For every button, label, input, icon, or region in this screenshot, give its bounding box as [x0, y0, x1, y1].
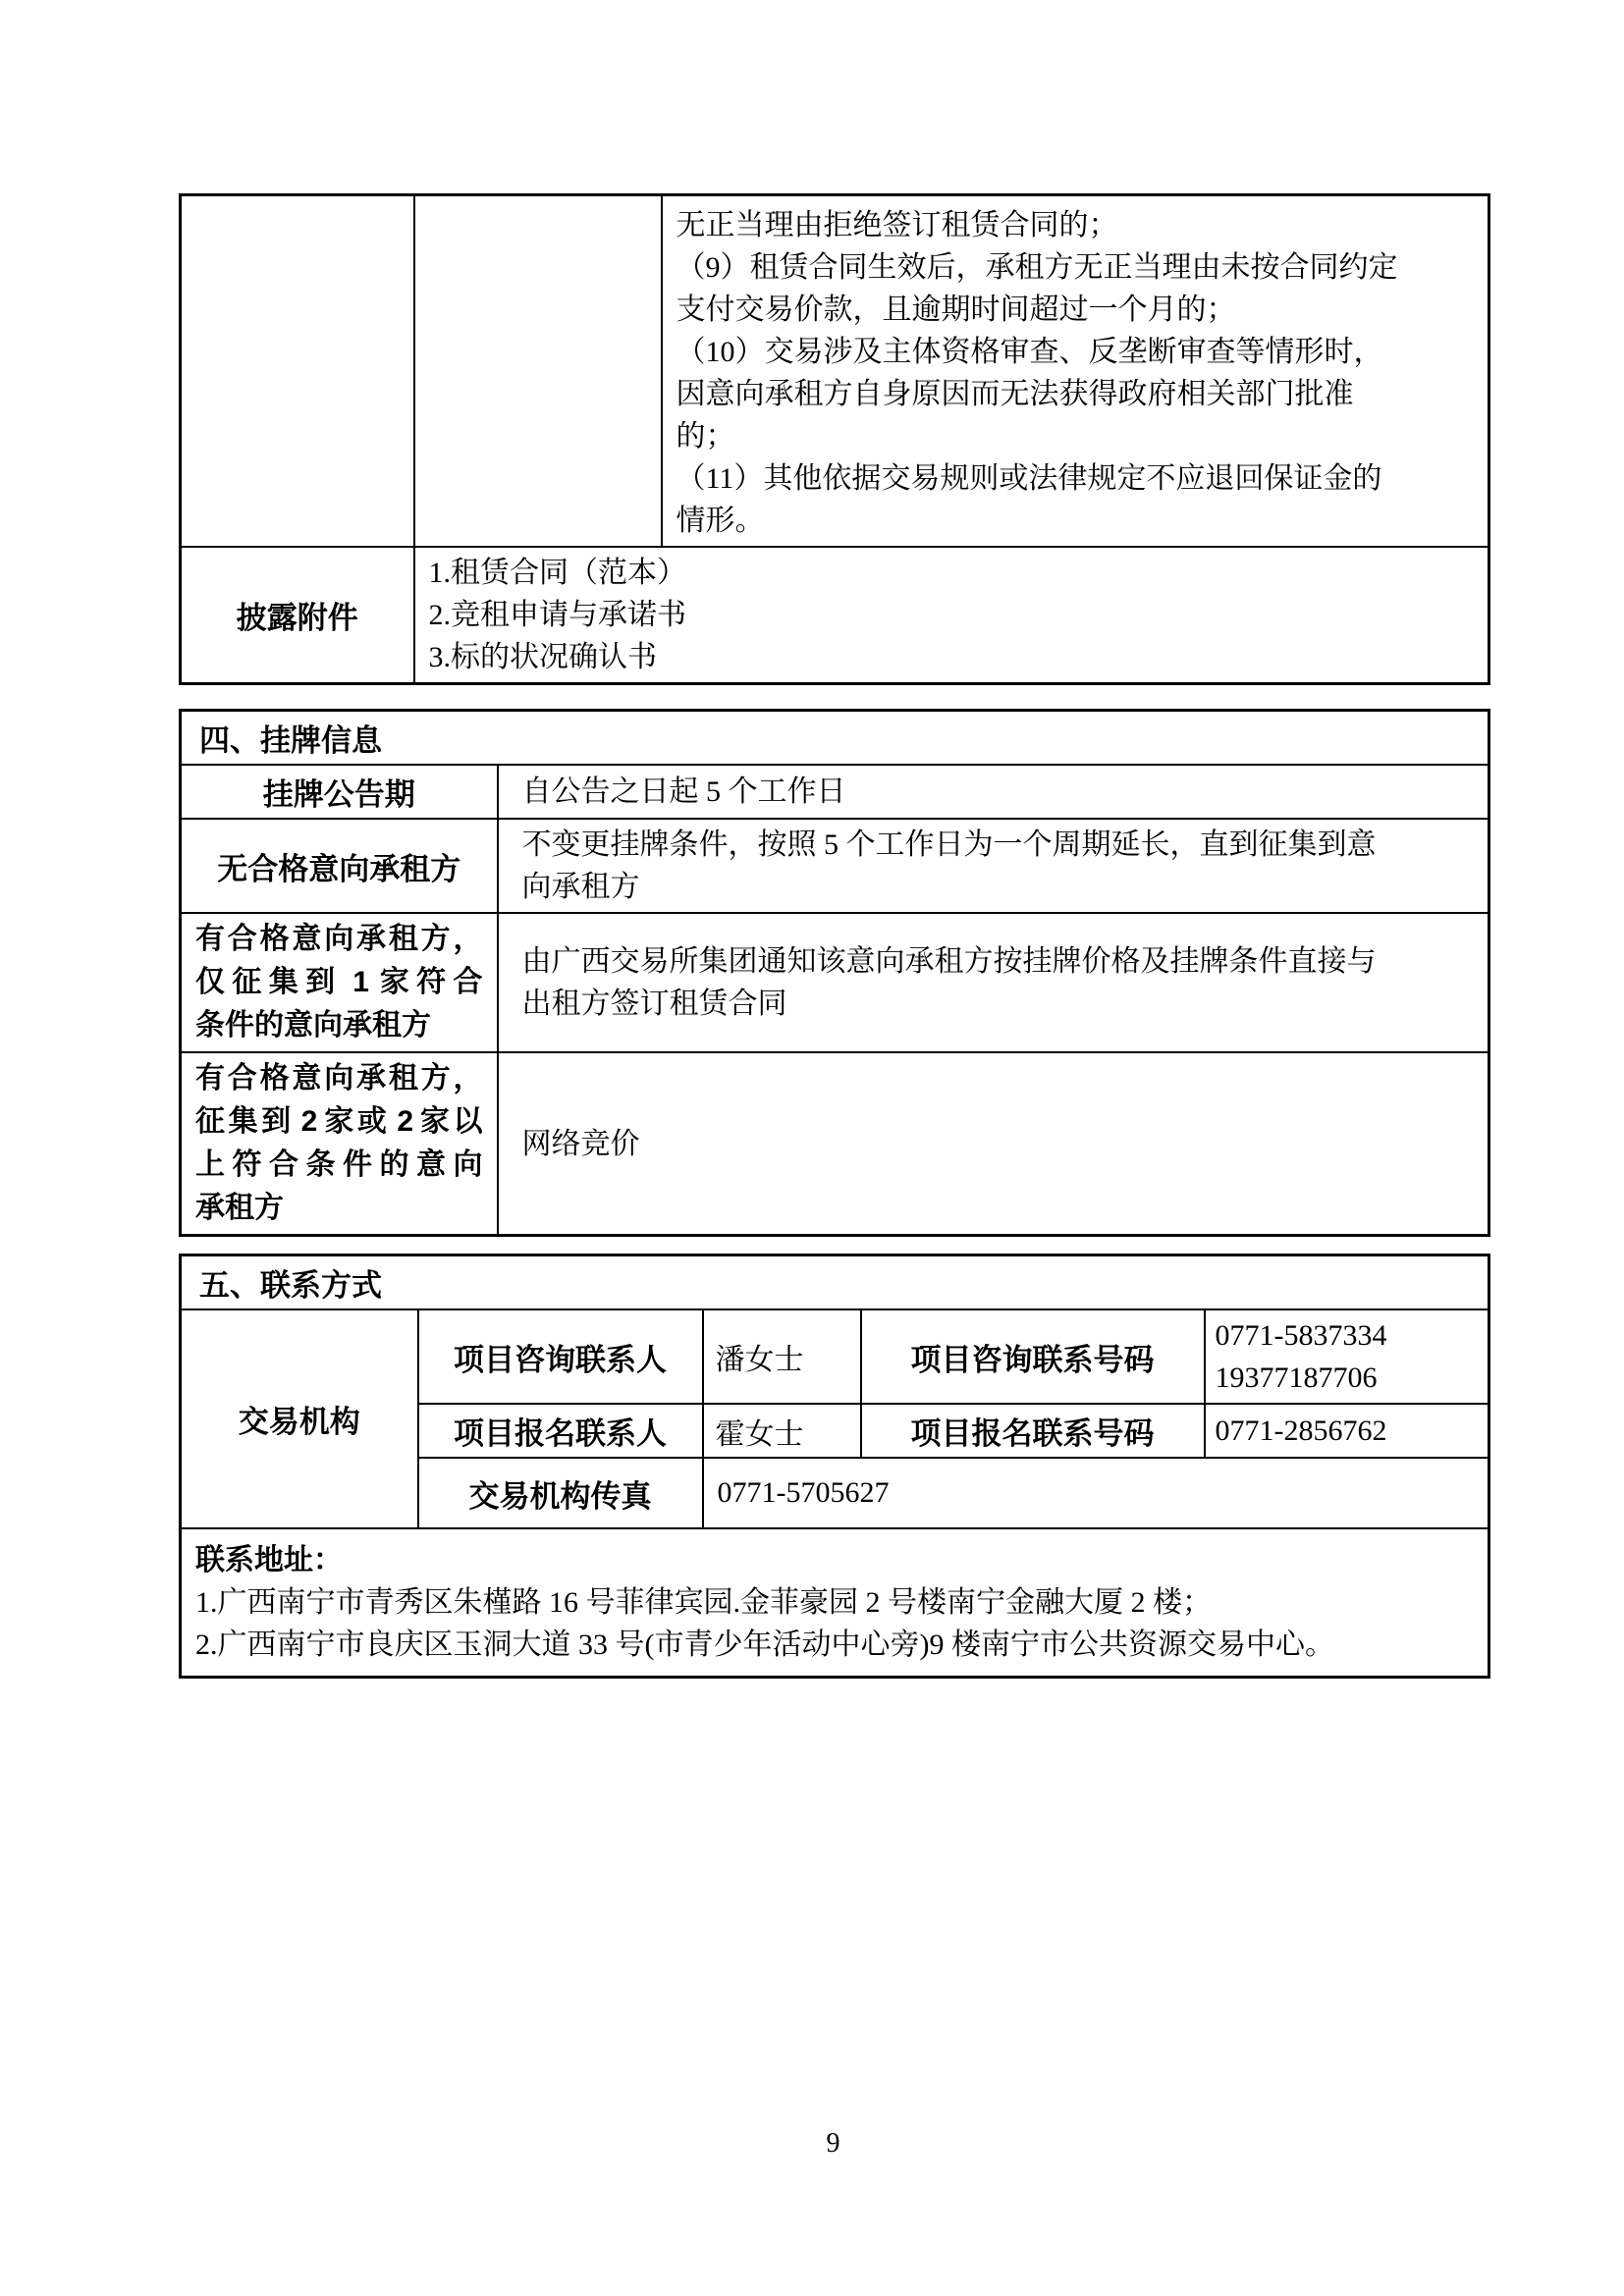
listing-info-header: 四、挂牌信息	[181, 711, 1489, 766]
phone-number: 19377187706	[1215, 1362, 1378, 1394]
page-number: 9	[826, 2128, 840, 2159]
fax-label: 交易机构传真	[418, 1458, 703, 1528]
table-row	[181, 195, 1489, 548]
address-label: 联系地址：	[195, 1544, 343, 1576]
table-row	[181, 1255, 1489, 1310]
disclosure-attachments-label: 披露附件	[181, 547, 414, 684]
contact-info-header: 五、联系方式	[181, 1255, 1489, 1310]
value-line: 不变更挂牌条件，按照 5 个工作日为一个周期延长，直到征集到意	[521, 828, 1377, 861]
label-line: 征集到 2 家或 2 家以	[195, 1105, 483, 1138]
table-row	[181, 547, 1489, 684]
signup-phone-number: 0771-2856762	[1205, 1404, 1489, 1458]
clause-line: 因意向承租方自身原因而无法获得政府相关部门批准	[676, 378, 1354, 410]
clause-line: （10）交易涉及主体资格审查、反垄断审查等情形时，	[676, 336, 1383, 368]
consult-phone-label: 项目咨询联系号码	[861, 1309, 1205, 1404]
address-line: 2.广西南宁市良庆区玉洞大道 33 号(市青少年活动中心旁)9 楼南宁市公共资源交易中心。	[195, 1629, 1334, 1661]
one-qualified-value	[498, 913, 1489, 1052]
table-row	[181, 1052, 1489, 1236]
value-line: 由广西交易所集团通知该意向承租方按挂牌价格及挂牌条件直接与	[521, 945, 1377, 978]
value-line: 出租方签订租赁合同	[521, 988, 787, 1020]
signup-contact-name: 霍女士	[703, 1404, 861, 1458]
attachment-item: 3.标的状况确认书	[428, 641, 657, 673]
clause-line: （11）其他依据交易规则或法律规定不应退回保证金的	[676, 462, 1382, 495]
label-line: 有合格意向承租方，	[195, 923, 483, 955]
one-qualified-label	[181, 913, 498, 1052]
value-line: 向承租方	[521, 871, 640, 903]
signup-contact-label: 项目报名联系人	[418, 1404, 703, 1458]
contact-address-cell	[181, 1528, 1489, 1678]
table-row	[181, 1528, 1489, 1678]
attachment-item: 1.租赁合同（范本）	[428, 557, 686, 589]
listing-info-table	[179, 709, 1490, 1237]
announcement-period-label: 挂牌公告期	[181, 765, 498, 819]
label-line: 有合格意向承租方，	[195, 1062, 483, 1095]
table-row	[181, 765, 1489, 819]
disclosure-attachments-cell	[414, 547, 1489, 684]
table-row	[181, 711, 1489, 766]
phone-number: 0771-5837334	[1215, 1319, 1387, 1352]
two-or-more-label	[181, 1052, 498, 1236]
consult-phone-numbers	[1205, 1309, 1489, 1404]
table-row	[181, 1309, 1489, 1404]
announcement-period-value: 自公告之日起 5 个工作日	[498, 765, 1489, 819]
attachment-item: 2.竞租申请与承诺书	[428, 599, 686, 631]
continuation-empty-cell-1	[181, 195, 414, 548]
label-line: 上符合条件的意向	[195, 1148, 483, 1181]
consult-contact-label: 项目咨询联系人	[418, 1309, 703, 1404]
label-line: 承租方	[195, 1192, 284, 1224]
deposit-terms-table	[179, 193, 1490, 685]
contact-info-table	[179, 1254, 1490, 1679]
table-row	[181, 819, 1489, 913]
clause-line: （9）租赁合同生效后，承租方无正当理由未按合同约定	[676, 251, 1398, 284]
address-line: 1.广西南宁市青秀区朱槿路 16 号菲律宾园.金菲豪园 2 号楼南宁金融大厦 2 楼；	[195, 1586, 1212, 1619]
org-label: 交易机构	[181, 1309, 418, 1528]
continuation-empty-cell-2	[414, 195, 662, 548]
clause-line: 情形。	[676, 505, 765, 537]
label-line: 仅征集到 1 家符合	[195, 966, 483, 998]
fax-number: 0771-5705627	[703, 1458, 1489, 1528]
no-qualified-label: 无合格意向承租方	[181, 819, 498, 913]
label-line: 条件的意向承租方	[195, 1009, 431, 1041]
clause-line: 支付交易价款，且逾期时间超过一个月的；	[676, 294, 1236, 326]
signup-phone-label: 项目报名联系号码	[861, 1404, 1205, 1458]
two-or-more-value: 网络竞价	[498, 1052, 1489, 1236]
clause-line: 的；	[676, 420, 735, 453]
clause-line: 无正当理由拒绝签订租赁合同的；	[676, 209, 1118, 241]
deposit-clauses-cell	[662, 195, 1489, 548]
no-qualified-value	[498, 819, 1489, 913]
table-row	[181, 913, 1489, 1052]
consult-contact-name: 潘女士	[703, 1309, 861, 1404]
